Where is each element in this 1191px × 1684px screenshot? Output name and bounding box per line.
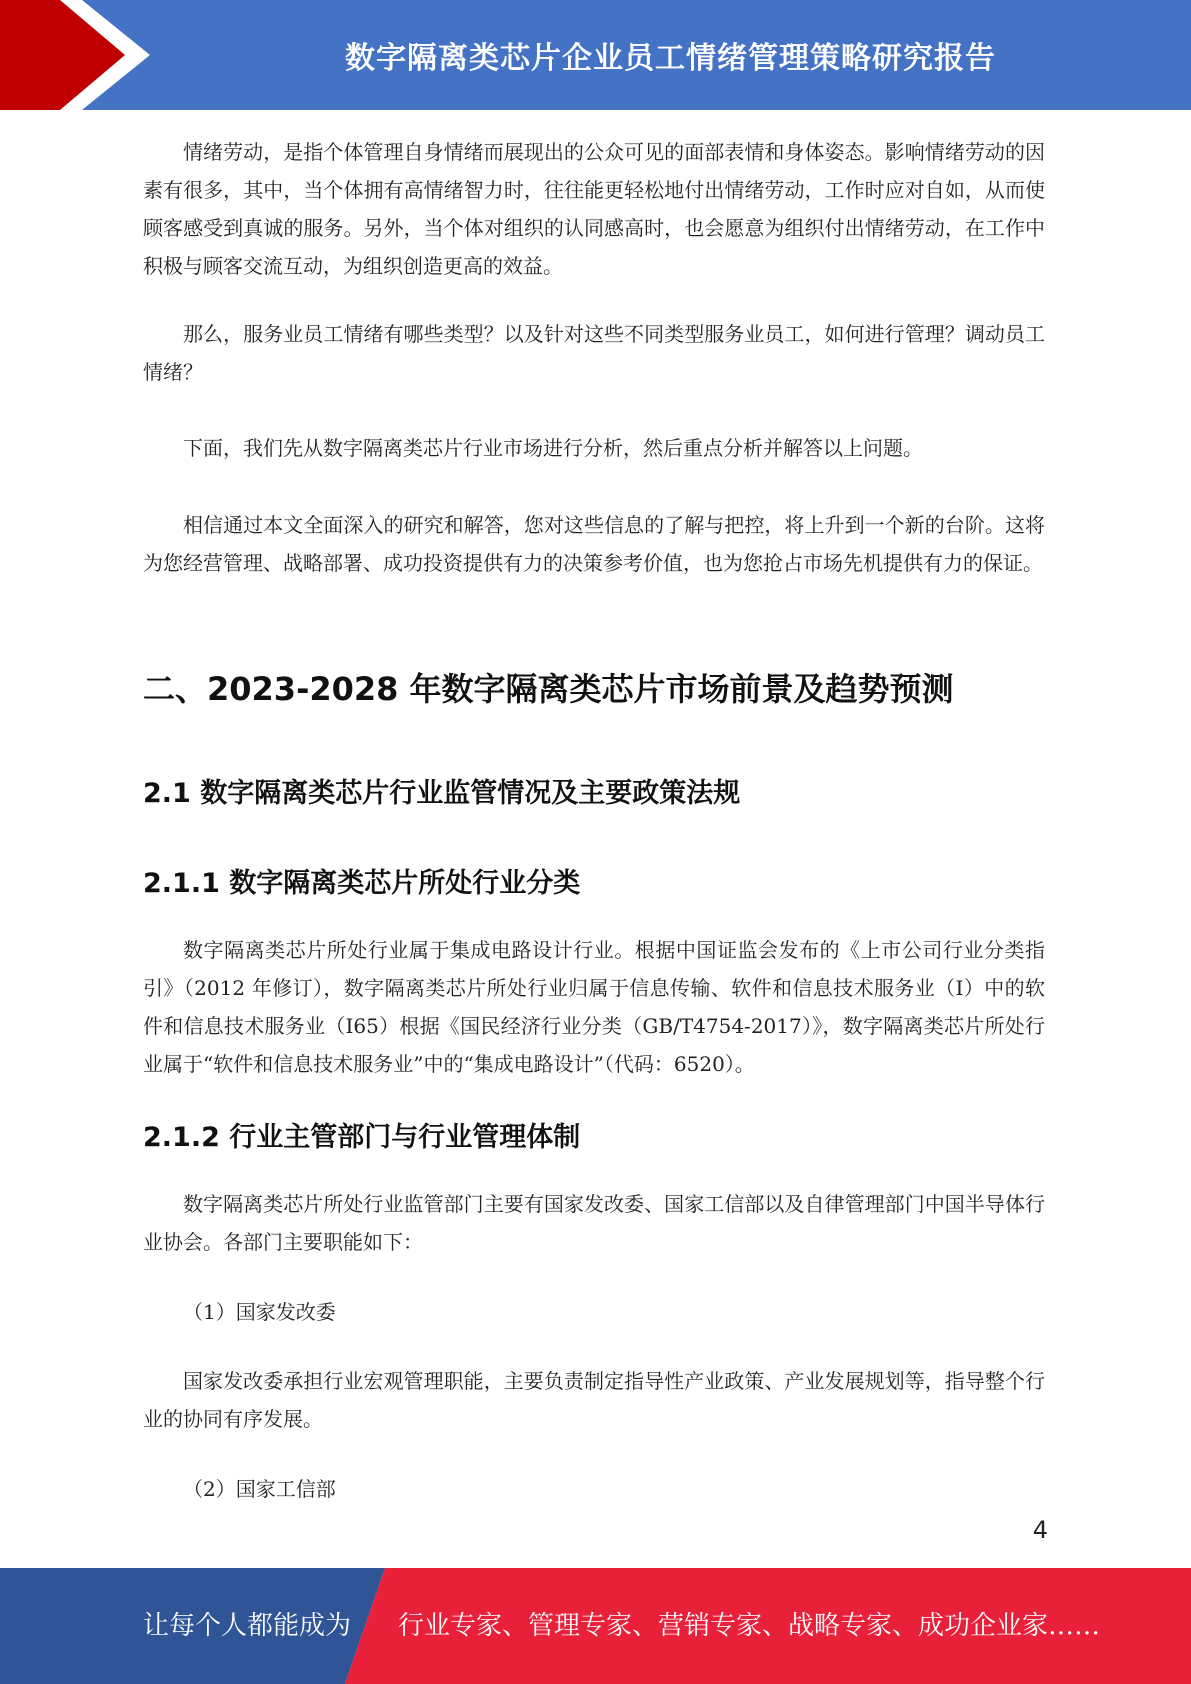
list-item-ndrc: （1）国家发改委 bbox=[183, 1300, 336, 1324]
paragraph-analysis-intro: 下面，我们先从数字隔离类芯片行业市场进行分析，然后重点分析并解答以上问题。 bbox=[183, 436, 923, 460]
paragraph-industry-classification: 数字隔离类芯片所处行业属于集成电路设计行业。根据中国证监会发布的《上市公司行业分类指引》（2012 年修订），数字隔离类芯片所处行业归属于信息传输、软件和信息技术服务业（I）中的软件和信息技术服务业（I65）根据《国民经济行业分类（GB/T4754-2017）》，数字隔离类芯片所处行业属于“软件和信息技术服务业”中的“集成电路设计”（代码：6520）。 bbox=[143, 938, 1045, 1076]
subsection-heading-2-1-1: 2.1.1 数字隔离类芯片所处行业分类 bbox=[143, 868, 581, 899]
footer-slogan-right: 行业专家、管理专家、营销专家、战略专家、成功企业家…… bbox=[398, 1611, 1101, 1641]
subsection-heading-2-1: 2.1 数字隔离类芯片行业监管情况及主要政策法规 bbox=[143, 778, 741, 809]
paragraph-ndrc-duties: 国家发改委承担行业宏观管理职能，主要负责制定指导性产业政策、产业发展规划等，指导整个行业的协同有序发展。 bbox=[143, 1369, 1045, 1431]
footer-slogan-left: 让每个人都能成为 bbox=[143, 1611, 352, 1641]
page-number: 4 bbox=[1032, 1516, 1048, 1544]
paragraph-emotional-labor: 情绪劳动，是指个体管理自身情绪而展现出的公众可见的面部表情和身体姿态。影响情绪劳动的因素有很多，其中，当个体拥有高情绪智力时，往往能更轻松地付出情绪劳动，工作时应对自如，从而使顾客感受到真诚的服务。另外，当个体对组织的认同感高时，也会愿意为组织付出情绪劳动，在工作中积极与顾客交流互动，为组织创造更高的效益。 bbox=[143, 140, 1045, 278]
list-item-miit: （2）国家工信部 bbox=[183, 1477, 336, 1501]
header-bar bbox=[0, 0, 1191, 110]
paragraph-regulators: 数字隔离类芯片所处行业监管部门主要有国家发改委、国家工信部以及自律管理部门中国半导体行业协会。各部门主要职能如下： bbox=[143, 1192, 1045, 1254]
subsection-heading-2-1-2: 2.1.2 行业主管部门与行业管理体制 bbox=[143, 1122, 581, 1153]
paragraph-question: 那么，服务业员工情绪有哪些类型？以及针对这些不同类型服务业员工，如何进行管理？调动员工情绪？ bbox=[143, 322, 1045, 384]
footer-bar bbox=[0, 1568, 1191, 1684]
report-title: 数字隔离类芯片企业员工情绪管理策略研究报告 bbox=[345, 41, 996, 76]
header-chevron-icon bbox=[0, 0, 160, 110]
paragraph-value: 相信通过本文全面深入的研究和解答，您对这些信息的了解与把控，将上升到一个新的台阶。这将为您经营管理、战略部署、成功投资提供有力的决策参考价值，也为您抢占市场先机提供有力的保证。 bbox=[143, 513, 1045, 575]
section-heading: 二、2023-2028 年数字隔离类芯片市场前景及趋势预测 bbox=[143, 670, 954, 708]
